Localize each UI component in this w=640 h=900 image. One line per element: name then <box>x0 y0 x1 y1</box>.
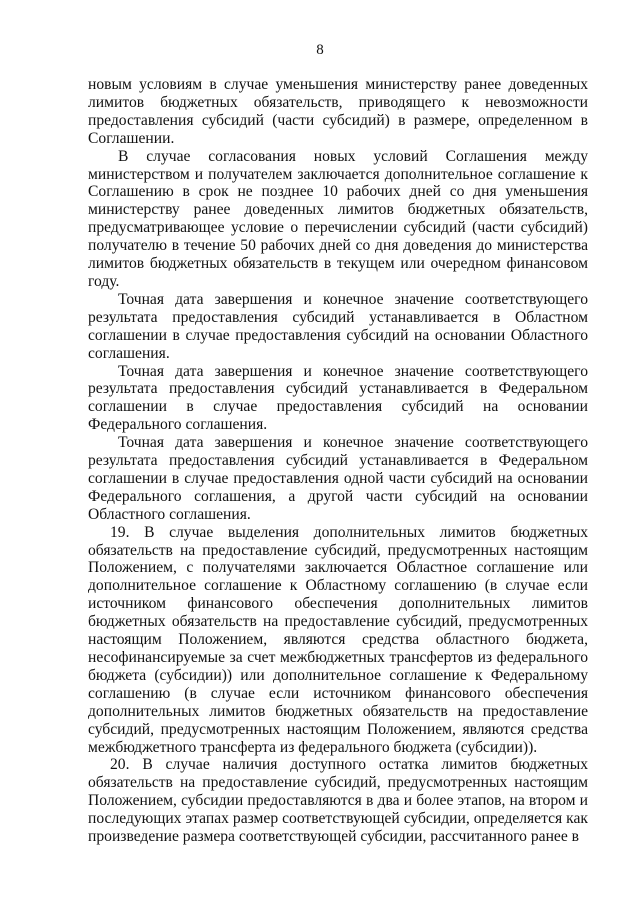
paragraph-continuation: новым условиям в случае уменьшения министерству ранее доведенных лимитов бюджетных обязательств, приводящего к невозможности предоставления субсидий (части субсидий) в размере, определенном в Соглашении. <box>88 76 588 147</box>
page-number: 8 <box>316 42 324 58</box>
paragraph-agreement-terms: В случае согласования новых условий Соглашения между министерством и получателем заключается дополнительное соглашение к Соглашению в срок не позднее 10 рабочих дней со дня уменьшения министерству ранее доведенных лимитов бюджетных обязательств, предусматривающее условие о перечислении субсидий (части субсидий) получателю в течение 50 рабочих дней со дня доведения до министерства лимитов бюджетных обязательств в текущем или очередном финансовом году. <box>88 147 588 290</box>
paragraph-mixed-result: Точная дата завершения и конечное значение соответствующего результата предоставления субсидий устанавливается в Федеральном соглашении в случае предоставления одной части субсидий на основании Федерального соглашения, а другой части субсидий на основании Областного соглашения. <box>88 434 588 523</box>
document-body <box>88 76 588 846</box>
paragraph-item-20: 20. В случае наличия доступного остатка лимитов бюджетных обязательств на предоставление субсидий, предусмотренных настоящим Положением, субсидии предоставляются в два и более этапов, на втором и последующих этапах размер соответствующей субсидии, определяется как произведение размера соответствующей субсидии, рассчитанного ранее в <box>88 756 588 846</box>
paragraph-regional-result: Точная дата завершения и конечное значение соответствующего результата предоставления субсидий устанавливается в Областном соглашении в случае предоставления субсидий на основании Областного соглашения. <box>88 290 588 362</box>
paragraph-federal-result: Точная дата завершения и конечное значение соответствующего результата предоставления субсидий устанавливается в Федеральном соглашении в случае предоставления субсидий на основании Федерального соглашения. <box>88 362 588 434</box>
paragraph-item-19: 19. В случае выделения дополнительных лимитов бюджетных обязательств на предоставление субсидий, предусмотренных настоящим Положением, с получателями заключается Областное соглашение или дополнительное соглашение к Областному соглашению (в случае если источником финансового обеспечения дополнительных лимитов бюджетных обязательств на предоставление субсидий, предусмотренных настоящим Положением, являются средства областного бюджета, несофинансируемые за счет межбюджетных трансфертов из федерального бюджета (субсидии)) или дополнительное соглашение к Федеральному соглашению (в случае если источником финансового обеспечения дополнительных лимитов бюджетных обязательств на предоставление субсидий, предусмотренных настоящим Положением, являются средства межбюджетного трансферта из федерального бюджета (субсидии)). <box>88 523 588 756</box>
